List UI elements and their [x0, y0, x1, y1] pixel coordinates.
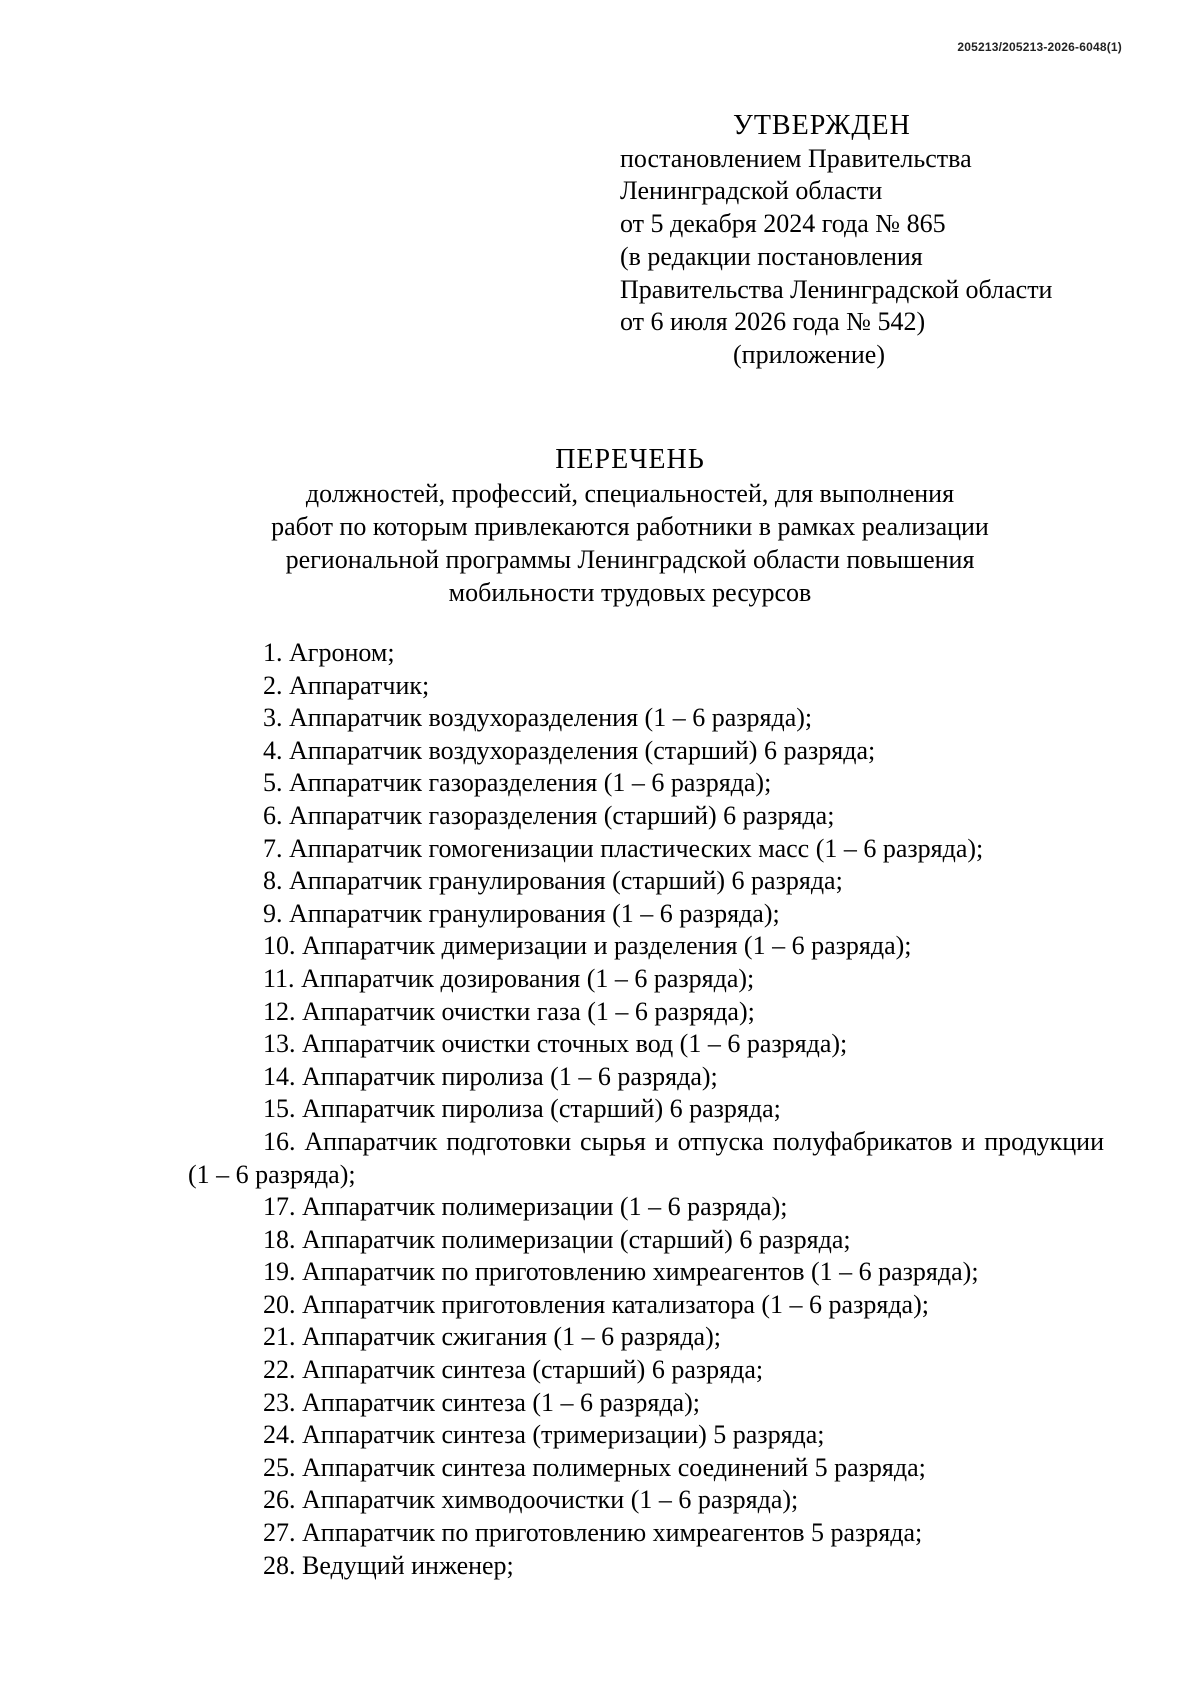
list-item: 23. Аппаратчик синтеза (1 – 6 разряда); — [263, 1387, 700, 1417]
list-item: 8. Аппаратчик гранулирования (старший) 6 разряда; — [263, 866, 843, 896]
list-item: 26. Аппаратчик химводоочистки (1 – 6 разряда); — [263, 1485, 799, 1515]
list-item: 11. Аппаратчик дозирования (1 – 6 разряда); — [263, 963, 755, 993]
list-item: 25. Аппаратчик синтеза полимерных соединений 5 разряда; — [263, 1452, 926, 1482]
list-item: 18. Аппаратчик полимеризации (старший) 6 разряда; — [263, 1224, 851, 1254]
approval-line: от 6 июля 2026 года № 542) — [620, 307, 926, 337]
list-item: 6. Аппаратчик газоразделения (старший) 6 разряда; — [263, 800, 835, 830]
list-item: 13. Аппаратчик очистки сточных вод (1 – 6 разряда); — [263, 1029, 848, 1059]
list-item: 12. Аппаратчик очистки газа (1 – 6 разряда); — [263, 996, 755, 1026]
approval-heading: УТВЕРЖДЕН — [733, 110, 911, 141]
list-item: 10. Аппаратчик димеризации и разделения (1 – 6 разряда); — [263, 931, 912, 961]
list-item: 22. Аппаратчик синтеза (старший) 6 разряда; — [263, 1355, 764, 1385]
approval-line: постановлением Правительства — [620, 143, 972, 173]
document-title-block — [190, 443, 1070, 609]
list-item: 24. Аппаратчик синтеза (тримеризации) 5 разряда; — [263, 1420, 825, 1450]
approval-stamp — [620, 110, 1100, 372]
approval-line: Правительства Ленинградской области — [620, 274, 1053, 304]
approval-appendix: (приложение) — [733, 339, 886, 369]
document-id: 205213/205213-2026-6048(1) — [957, 40, 1122, 54]
document-title: ПЕРЕЧЕНЬ — [555, 444, 705, 475]
list-item: 21. Аппаратчик сжигания (1 – 6 разряда); — [263, 1322, 721, 1352]
approval-line: (в редакции постановления — [620, 241, 923, 271]
list-item: 4. Аппаратчик воздухоразделения (старший) 6 разряда; — [263, 735, 876, 765]
list-item: 16. Аппаратчик подготовки сырья и отпуска полуфабрикатов и продукции (1 – 6 разряда); — [188, 1126, 1104, 1189]
list-item: 28. Ведущий инженер; — [263, 1550, 514, 1580]
list-item: 17. Аппаратчик полимеризации (1 – 6 разряда); — [263, 1192, 788, 1222]
approval-line: Ленинградской области — [620, 176, 883, 206]
list-item: 2. Аппаратчик; — [263, 670, 430, 700]
document-subtitle-line: работ по которым привлекаются работники в рамках реализации — [271, 512, 989, 541]
list-item: 14. Аппаратчик пиролиза (1 – 6 разряда); — [263, 1061, 718, 1091]
document-subtitle-line: должностей, профессий, специальностей, для выполнения — [305, 479, 955, 508]
list-item: 5. Аппаратчик газоразделения (1 – 6 разряда); — [263, 768, 772, 798]
list-item: 1. Агроном; — [263, 638, 395, 667]
list-item: 9. Аппаратчик гранулирования (1 – 6 разряда); — [263, 898, 780, 928]
approval-line: от 5 декабря 2024 года № 865 — [620, 209, 946, 239]
list-item: 27. Аппаратчик по приготовлению химреагентов 5 разряда; — [263, 1518, 923, 1548]
positions-list — [188, 637, 1104, 1582]
document-subtitle-line: региональной программы Ленинградской области повышения — [285, 545, 975, 574]
list-item: 3. Аппаратчик воздухоразделения (1 – 6 разряда); — [263, 703, 813, 733]
list-item: 15. Аппаратчик пиролиза (старший) 6 разряда; — [263, 1094, 781, 1124]
list-item: 20. Аппаратчик приготовления катализатора (1 – 6 разряда); — [263, 1289, 929, 1319]
document-subtitle-line: мобильности трудовых ресурсов — [448, 578, 812, 607]
list-item: 19. Аппаратчик по приготовлению химреагентов (1 – 6 разряда); — [263, 1257, 979, 1287]
list-item: 7. Аппаратчик гомогенизации пластических масс (1 – 6 разряда); — [263, 833, 984, 863]
